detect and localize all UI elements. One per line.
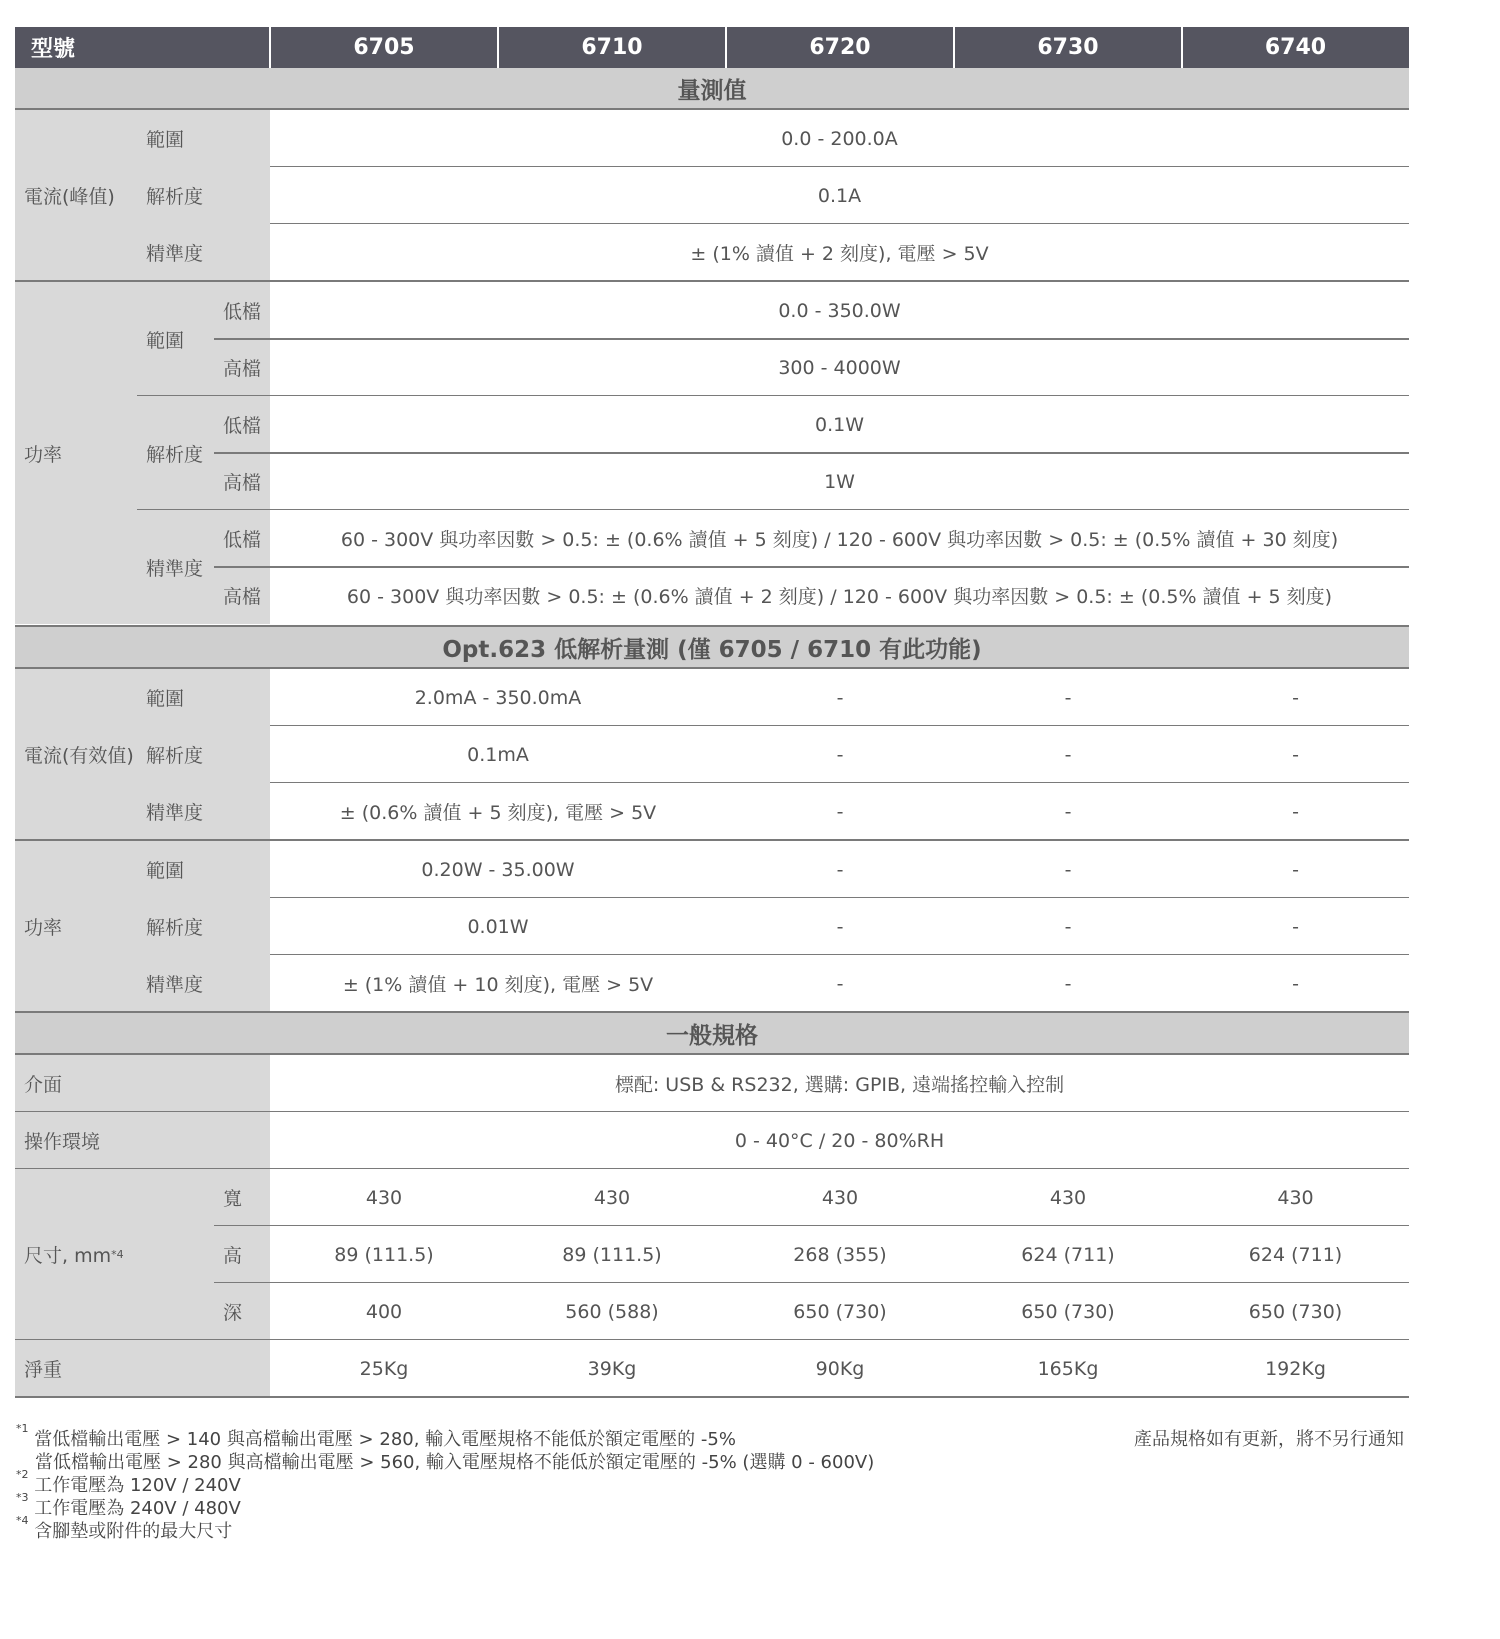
power-accuracy-high-value: 60 - 300V 與功率因數 > 0.5: ± (0.6% 讀值 + 2 刻度) / 120 - 600V 與功率因數 > 0.5: ± (0.5% 讀值 + 5 刻度)	[270, 567, 1409, 624]
dimensions-label	[15, 1169, 214, 1340]
dimension-depth-6740: 650 (730)	[1182, 1283, 1409, 1340]
low-power-resolution-na-6720: -	[726, 898, 954, 955]
power-accuracy-label: 精準度	[137, 510, 214, 624]
header-model-6740: 6740	[1182, 27, 1409, 68]
power-accuracy-high-label: 高檔	[214, 567, 270, 624]
dimension-depth-6710: 560 (588)	[498, 1283, 726, 1340]
environment-label: 操作環境	[15, 1112, 270, 1169]
power-resolution-low-value: 0.1W	[270, 396, 1409, 453]
dimensions-label-text: 尺寸, mm	[24, 1245, 112, 1267]
dimension-width-6720: 430	[726, 1169, 954, 1226]
environment-value: 0 - 40°C / 20 - 80%RH	[270, 1112, 1409, 1169]
current-rms-accuracy-na-6720: -	[726, 783, 954, 840]
current-peak-resolution-label: 解析度	[137, 167, 270, 224]
current-rms-resolution-na-6730: -	[954, 726, 1182, 783]
column-divider	[269, 27, 271, 68]
section-title-general: 一般規格	[15, 1013, 1409, 1054]
column-divider	[497, 27, 499, 68]
low-power-range-na-6720: -	[726, 841, 954, 898]
dimension-width-6730: 430	[954, 1169, 1182, 1226]
weight-6705: 25Kg	[270, 1340, 498, 1397]
footnote-2-mark: *2	[16, 1468, 29, 1481]
current-rms-resolution-na-6720: -	[726, 726, 954, 783]
low-power-resolution-value: 0.01W	[270, 898, 726, 955]
current-rms-range-value: 2.0mA - 350.0mA	[270, 669, 726, 726]
current-peak-accuracy-label: 精準度	[137, 224, 270, 281]
current-rms-range-na-6730: -	[954, 669, 1182, 726]
current-rms-resolution-na-6740: -	[1182, 726, 1409, 783]
dimension-width-6710: 430	[498, 1169, 726, 1226]
power-range-label: 範圍	[137, 282, 214, 396]
low-power-range-value: 0.20W - 35.00W	[270, 841, 726, 898]
power-resolution-label: 解析度	[137, 396, 214, 510]
dimension-depth-6720: 650 (730)	[726, 1283, 954, 1340]
interface-value: 標配: USB & RS232, 選購: GPIB, 遠端搖控輸入控制	[270, 1055, 1409, 1112]
column-divider	[725, 27, 727, 68]
footnote-1-line2-text: 當低檔輸出電壓 > 280 與高檔輸出電壓 > 560, 輸入電壓規格不能低於額定電壓的 -5% (選購 0 - 600V)	[35, 1452, 875, 1473]
group-label-current-rms: 電流(有效值)	[15, 669, 137, 840]
row-divider	[214, 566, 1409, 568]
current-rms-range-na-6740: -	[1182, 669, 1409, 726]
current-rms-accuracy-label: 精準度	[137, 783, 270, 840]
low-power-accuracy-label: 精準度	[137, 955, 270, 1012]
low-power-range-na-6740: -	[1182, 841, 1409, 898]
footnote-4-mark: *4	[16, 1514, 29, 1527]
group-label-power: 功率	[15, 282, 137, 624]
row-divider	[15, 1396, 1409, 1398]
power-resolution-high-value: 1W	[270, 453, 1409, 510]
dimension-width-label: 寬	[214, 1169, 270, 1226]
footnote-4-text: 含腳墊或附件的最大尺寸	[34, 1521, 233, 1542]
current-peak-range-label: 範圍	[137, 110, 270, 167]
header-model-label: 型號	[15, 27, 270, 68]
group-label-low-power: 功率	[15, 841, 137, 1012]
header-model-6705: 6705	[270, 27, 498, 68]
dimension-height-6730: 624 (711)	[954, 1226, 1182, 1283]
low-power-range-label: 範圍	[137, 841, 270, 898]
current-rms-range-na-6720: -	[726, 669, 954, 726]
dimension-depth-label: 深	[214, 1283, 270, 1340]
header-model-6730: 6730	[954, 27, 1182, 68]
low-power-accuracy-value: ± (1% 讀值 + 10 刻度), 電壓 > 5V	[270, 955, 726, 1012]
footnote-4	[16, 1514, 233, 1543]
footnote-ref-4: *4	[111, 1248, 124, 1261]
dimension-width-6705: 430	[270, 1169, 498, 1226]
low-power-resolution-label: 解析度	[137, 898, 270, 955]
weight-label: 淨重	[15, 1340, 270, 1397]
section-title-opt623: Opt.623 低解析量測 (僅 6705 / 6710 有此功能)	[15, 627, 1409, 668]
low-power-accuracy-na-6720: -	[726, 955, 954, 1012]
weight-6720: 90Kg	[726, 1340, 954, 1397]
low-power-range-na-6730: -	[954, 841, 1182, 898]
power-resolution-low-label: 低檔	[214, 396, 270, 453]
current-rms-accuracy-na-6740: -	[1182, 783, 1409, 840]
current-peak-range-value: 0.0 - 200.0A	[270, 110, 1409, 167]
row-divider	[214, 452, 1409, 454]
dimension-height-label: 高	[214, 1226, 270, 1283]
current-rms-accuracy-na-6730: -	[954, 783, 1182, 840]
dimension-height-6740: 624 (711)	[1182, 1226, 1409, 1283]
update-notice: 產品規格如有更新，將不另行通知	[1134, 1429, 1404, 1450]
power-range-high-value: 300 - 4000W	[270, 339, 1409, 396]
dimension-width-6740: 430	[1182, 1169, 1409, 1226]
footnote-1-mark: *1	[16, 1422, 29, 1435]
current-peak-resolution-value: 0.1A	[270, 167, 1409, 224]
dimension-depth-6705: 400	[270, 1283, 498, 1340]
low-power-accuracy-na-6730: -	[954, 955, 1182, 1012]
current-peak-accuracy-value: ± (1% 讀值 + 2 刻度), 電壓 > 5V	[270, 224, 1409, 281]
header-model-6720: 6720	[726, 27, 954, 68]
dimension-height-6705: 89 (111.5)	[270, 1226, 498, 1283]
weight-6710: 39Kg	[498, 1340, 726, 1397]
footnote-3-text: 工作電壓為 240V / 480V	[34, 1498, 241, 1519]
power-range-high-label: 高檔	[214, 339, 270, 396]
power-accuracy-low-label: 低檔	[214, 510, 270, 567]
current-rms-accuracy-value: ± (0.6% 讀值 + 5 刻度), 電壓 > 5V	[270, 783, 726, 840]
dimension-height-6710: 89 (111.5)	[498, 1226, 726, 1283]
weight-6730: 165Kg	[954, 1340, 1182, 1397]
row-divider	[214, 338, 1409, 340]
column-divider	[953, 27, 955, 68]
low-power-resolution-na-6740: -	[1182, 898, 1409, 955]
dimension-depth-6730: 650 (730)	[954, 1283, 1182, 1340]
footnote-1-text: 當低檔輸出電壓 > 140 與高檔輸出電壓 > 280, 輸入電壓規格不能低於額定電壓的 -5%	[34, 1429, 736, 1450]
footnote-3-mark: *3	[16, 1491, 29, 1504]
power-range-low-label: 低檔	[214, 282, 270, 339]
current-rms-resolution-label: 解析度	[137, 726, 270, 783]
section-title-measurement: 量測值	[15, 68, 1409, 109]
power-accuracy-low-value: 60 - 300V 與功率因數 > 0.5: ± (0.6% 讀值 + 5 刻度) / 120 - 600V 與功率因數 > 0.5: ± (0.5% 讀值 + 30 刻度)	[270, 510, 1409, 567]
footnote-2-text: 工作電壓為 120V / 240V	[34, 1475, 241, 1496]
current-rms-range-label: 範圍	[137, 669, 270, 726]
current-rms-resolution-value: 0.1mA	[270, 726, 726, 783]
low-power-resolution-na-6730: -	[954, 898, 1182, 955]
dimension-height-6720: 268 (355)	[726, 1226, 954, 1283]
power-resolution-high-label: 高檔	[214, 453, 270, 510]
group-label-current-peak: 電流(峰值)	[15, 110, 137, 281]
column-divider	[1181, 27, 1183, 68]
header-model-6710: 6710	[498, 27, 726, 68]
power-range-low-value: 0.0 - 350.0W	[270, 282, 1409, 339]
interface-label: 介面	[15, 1055, 270, 1112]
low-power-accuracy-na-6740: -	[1182, 955, 1409, 1012]
weight-6740: 192Kg	[1182, 1340, 1409, 1397]
